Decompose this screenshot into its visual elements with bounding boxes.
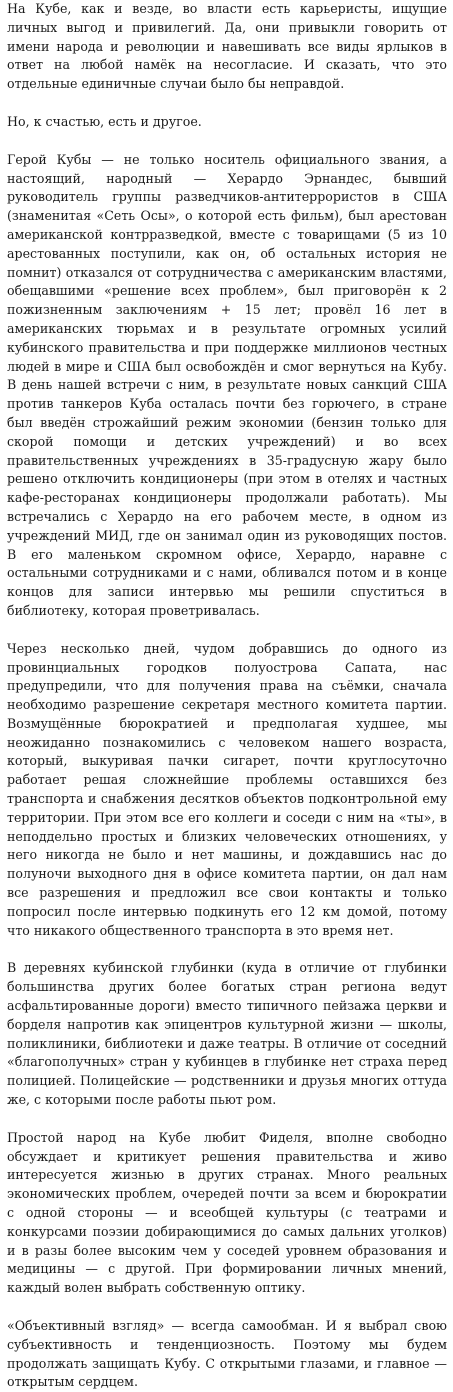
paragraph-people-love-fidel: Простой народ на Кубе любит Фиделя, вполне свободно обсуждает и критикует решения правительства и живо интересуется жизнью в других странах. Много реальных экономических проблем, очередей почти за всем и бюрократии с одной стороны — и всеобщей культуры (с театрами и конкурсами поэзии добирающимися до самых дальних уголков) и в разы более высоким чем у соседей уровнем образования и медицины — с другой. При формировании личных мнений, каждый волен выбрать собственную оптику. xyxy=(7,1129,447,1296)
paragraph-objective-view: «Объективный взгляд» — всегда самообман. И я выбрал свою субъективность и тенденциозность. Поэтому мы будем продолжать защищать Кубу. С открытыми глазами, и главное — открытым сердцем. xyxy=(7,1318,447,1390)
paragraph-villages: В деревнях кубинской глубинки (куда в отличие от глубинки большинства других более богатых стран региона ведут асфальтированные дороги) вместо типичного пейзажа церкви и борделя напротив как эпицентров культурной жизни — школы, поликлиники, библиотеки и даже театры. В отличие от соседний «благополучных» стран у кубинцев в глубинке нет страха перед полицией. Полицейские — родственники и друзья многих оттуда же, с которыми после работы пьют ром. xyxy=(7,960,447,1108)
paragraph-gerardo-hernandez: Герой Кубы — не только носитель официального звания, а настоящий, народный — Херардо Эрнандес, бывший руководитель группы разведчиков-антитеррористов в США (знаменитая «Сеть Осы», о которой есть фильм), был арестован американской контрразведкой, вместе с товарищами (5 из 10 арестованных поступили, как он, об остальных история не помнит) отказался от сотрудничества с американским властями, обещавшими «решение всех проблем», был приговорён к 2 пожизненным заключениям + 15 лет; провёл 16 лет в американских тюрьмах и в результате огромных усилий кубинского правительства и при поддержке миллионов честных людей в мире и США был освобождён и смог вернуться на Кубу. В день нашей встречи с ним, в результате новых санкций США против танкеров Куба осталась почти без горючего, в стране был введён строжайший режим экономии (бензин только для скорой помощи и детских учреждений) и во всех правительственных учреждениях в 35-градусную жару было решено отключить кондиционеры (при этом в отелях и частных кафе-ресторанах кондиционеры продолжали работать). Мы встречались с Херардо на его рабочем месте, в одном из учреждений МИД, где он занимал один из руководящих постов. В его маленьком скромном офисе, Херардо, наравне с остальными сотрудниками и с нами, обливался потом и в конце концов для записи интервью мы решили спуститься в библиотеку, которая проветривалась. xyxy=(7,151,447,618)
paragraph-zapata-secretary: Через несколько дней, чудом добравшись до одного из провинциальных городков полуострова Сапата, нас предупредили, что для получения права на съёмки, сначала необходимо разрешение секретаря местного комитета партии. Возмущённые бюрократией и предполагая худшее, мы неожиданно познакомились с человеком нашего возраста, который, выкуривая пачки сигарет, почти круглосуточно работает решая сложнейшие проблемы оставшихся без транспорта и снабжения десятков объектов подконтрольной ему территории. При этом все его коллеги и соседи с ним на «ты», в неподдельно простых и близких человеческих отношениях, у него никогда не было и нет машины, и дождавшись нас до полуночи выходного дня в офисе комитета партии, он дал нам все разрешения и предложил все свои контакты и только попросил после интервью подкинуть его 12 км домой, потому что никакого общественного транспорта в это время нет. xyxy=(7,640,447,938)
paragraph-but-fortunately: Но, к счастью, есть и другое. xyxy=(7,113,202,129)
paragraph-careerists: На Кубе, как и везде, во власти есть карьеристы, ищущие личных выгод и привилегий. Да, они привыкли говорить от имени народа и революции и навешивать все виды ярлыков в ответ на любой намёк на несогласие. И сказать, что это отдельные единичные случаи было бы неправдой. xyxy=(7,1,447,92)
